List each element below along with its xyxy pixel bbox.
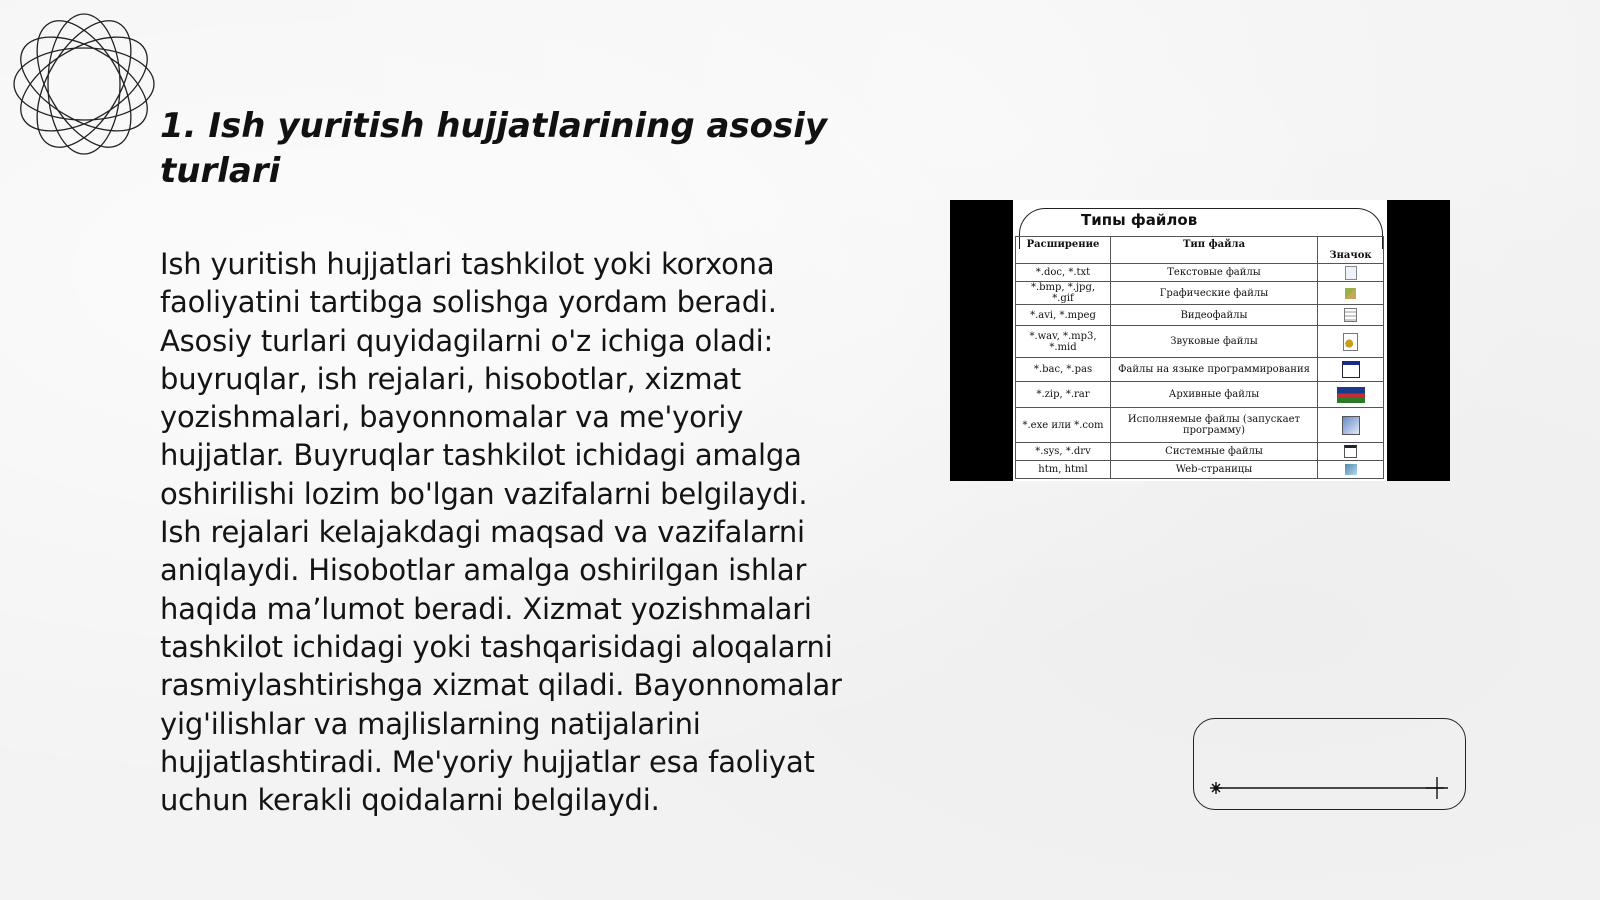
decorative-line-graphic — [1194, 719, 1465, 809]
cell-icon — [1318, 443, 1384, 461]
cell-file-type: Web-страницы — [1111, 461, 1318, 479]
decorative-line-card — [1193, 718, 1466, 810]
table-row — [1016, 461, 1384, 479]
circle-ornament-icon — [10, 10, 158, 158]
table-row — [1016, 443, 1384, 461]
starburst-icon — [1214, 786, 1219, 791]
cell-file-type: Графические файлы — [1111, 282, 1318, 305]
archive-icon — [1337, 387, 1365, 403]
cell-file-type: Видеофайлы — [1111, 305, 1318, 326]
cell-extension: *.avi, *.mpeg — [1016, 305, 1111, 326]
cell-file-type: Исполняемые файлы (запускает программу) — [1111, 408, 1318, 443]
cell-extension: htm, html — [1016, 461, 1111, 479]
table-row — [1016, 264, 1384, 282]
table-row — [1016, 358, 1384, 382]
cell-icon — [1318, 326, 1384, 358]
cell-icon — [1318, 461, 1384, 479]
cell-file-type: Текстовые файлы — [1111, 264, 1318, 282]
file-types-figure — [950, 200, 1450, 481]
cell-file-type: Системные файлы — [1111, 443, 1318, 461]
sound-icon — [1343, 333, 1358, 351]
table-row — [1016, 305, 1384, 326]
cell-file-type: Звуковые файлы — [1111, 326, 1318, 358]
file-types-table-sheet — [1013, 200, 1387, 481]
code-icon — [1342, 361, 1360, 378]
table-header-row — [1016, 237, 1384, 264]
cell-icon — [1318, 305, 1384, 326]
table-row — [1016, 408, 1384, 443]
table-row — [1016, 282, 1384, 305]
header-extension: Расширение — [1016, 237, 1111, 264]
header-file-type: Тип файла — [1111, 237, 1318, 264]
cell-icon — [1318, 358, 1384, 382]
cell-extension: *.wav, *.mp3, *.mid — [1016, 326, 1111, 358]
header-icon: Значок — [1318, 237, 1384, 264]
system-icon — [1344, 445, 1357, 458]
cell-extension: *.sys, *.drv — [1016, 443, 1111, 461]
cell-extension: *.bmp, *.jpg, *.gif — [1016, 282, 1111, 305]
cell-extension: *.doc, *.txt — [1016, 264, 1111, 282]
cell-icon — [1318, 282, 1384, 305]
cell-file-type: Файлы на языке программирования — [1111, 358, 1318, 382]
cell-file-type: Архивные файлы — [1111, 382, 1318, 408]
video-icon — [1344, 308, 1357, 322]
document-icon — [1345, 266, 1357, 280]
cell-extension: *.bac, *.pas — [1016, 358, 1111, 382]
image-icon — [1345, 288, 1356, 299]
table-row — [1016, 382, 1384, 408]
cell-icon — [1318, 264, 1384, 282]
table-title: Типы файлов — [1081, 211, 1198, 229]
slide-title: 1. Ish yuritish hujjatlarining asosiy turlari — [160, 106, 828, 191]
cell-icon — [1318, 382, 1384, 408]
table-row — [1016, 326, 1384, 358]
cell-extension: *.exe или *.com — [1016, 408, 1111, 443]
cell-icon — [1318, 408, 1384, 443]
cell-extension: *.zip, *.rar — [1016, 382, 1111, 408]
slide-body-text: Ish yuritish hujjatlari tashkilot yoki korxona faoliyatini tartibga solishga yordam beradi. Asosiy turlari quyidagilarni o'z ichiga oladi: buyruqlar, ish rejalari, hisobotlar, xizmat yozishmalari, bayonnomalar va me'yoriy hujjatlar. Buyruqlar tashkilot ichidagi amalga oshirilishi lozim bo'lgan vazifalarni belgilaydi. Ish rejalari kelajakdagi maqsad va vazifalarni aniqlaydi. Hisobotlar amalga oshirilgan ishlar haqida ma’lumot beradi. Xizmat yozishmalari tashkilot ichidagi yoki tashqarisidagi aloqalarni rasmiylashtirishga xizmat qiladi. Bayonnomalar yig'ilishlar va majlislarning natijalarini hujjatlashtiradi. Me'yoriy hujjatlar esa faoliyat uchun kerakli qoidalarni belgilaydi. — [160, 247, 842, 818]
executable-icon — [1342, 416, 1360, 435]
file-types-table — [1015, 236, 1384, 479]
web-page-icon — [1345, 464, 1357, 475]
